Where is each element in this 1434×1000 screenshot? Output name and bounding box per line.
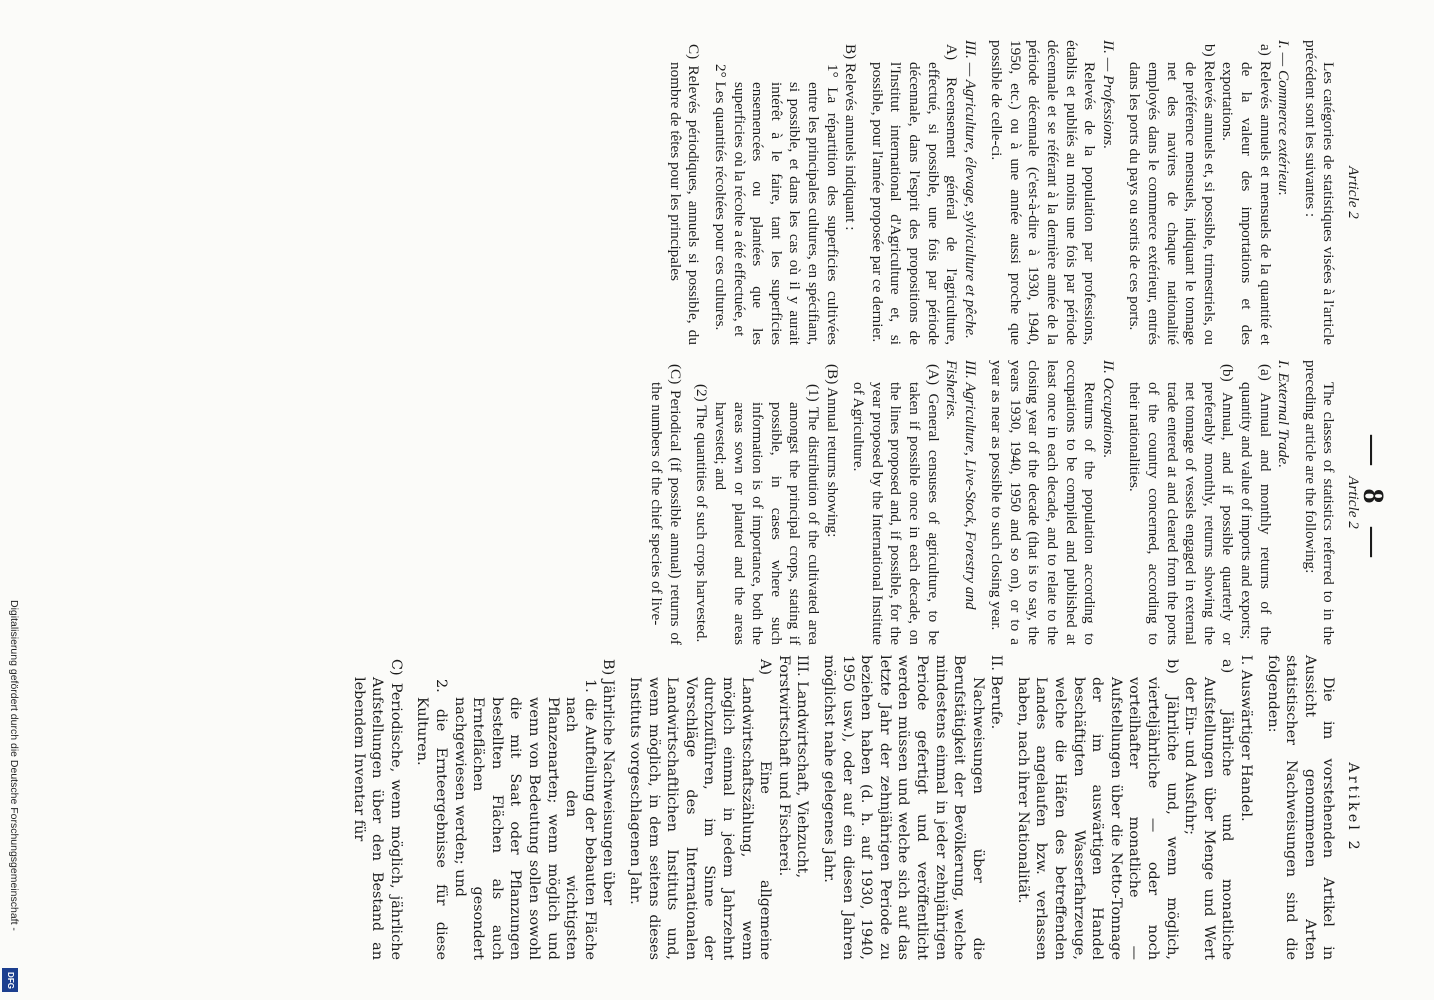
- list-item: (C) Periodical (if possible annual) returns of the numbers of the chief species of live-: [648, 364, 684, 645]
- sub-list-item: 2° Les quantités récoltées pour ces cultures.: [712, 64, 729, 331]
- sub-list-item: 1. die Aufteilung der bebauten Fläche nach den wichtigsten Pflanzenarten; wenn möglich und wenn von Bedeutung sollen sowohl die mit Saat oder Pflanzungen bestellten Flächen als auch Ernteflächen gesondert nachgewiesen werden; und: [451, 679, 598, 960]
- list-item: (a) Annual and monthly returns of the quantity and value of imports and exports;: [1238, 364, 1274, 645]
- list-item: (A) General censuses of agriculture, to be taken if possible once in each decade, on the lines proposed and, if possible, for the year proposed by the International Institute of Agriculture.: [850, 364, 942, 645]
- list-item: B) Jährliche Nachweisungen über: [600, 659, 617, 906]
- dfg-logo-text: DFG: [5, 971, 15, 989]
- sub-list-item: 2. die Ernteergebnisse für diese Kulturen.: [414, 679, 450, 960]
- list-item: C) Periodische, wenn möglich, jährliche Aufstellungen über den Bestand an lebendem Inventar für: [350, 659, 404, 960]
- intro-paragraph: The classes of statistics referred to in the preceding article are the following:: [1301, 360, 1338, 645]
- intro-paragraph: Die im vorstehenden Artikel in Aussicht genommenen Arten statistischer Nachweisungen sind die folgenden:: [1264, 655, 1337, 960]
- section-heading: III. Agriculture, Live-Stock, Forestry and Fisheries.: [943, 360, 979, 610]
- list-item: b) Relevés annuels et, si possible, trimestriels, ou de préférence mensuels, indiquant le tonnage net des navires de chaque nationalité employés dans le commerce extérieur, entrés dans les ports du pays ou sortis de ces ports.: [1126, 44, 1218, 345]
- list-item: C) Relevés périodiques, annuels si possible, du nombre de têtes pour les principales: [666, 44, 703, 345]
- german-column: [349, 655, 1362, 960]
- section-heading: II. — Professions.: [1099, 40, 1117, 150]
- list-item: (b) Annual, and if possible quarterly or preferably monthly, returns showing the net tonnage of vessels engaged in external trade entered at and cleared from the ports of the country concerned, according to their nationalities.: [1126, 364, 1237, 645]
- paragraph: Relevés de la population par professions, établis et publiés au moins une fois par période décennale et se référant à la dernière année de la période décennale (c'est-à-dire à 1930, 1940, 1950, etc.) ou à une année aussi proche que possible de celle-ci.: [988, 40, 1099, 345]
- section-heading: I. External Trade.: [1275, 360, 1293, 468]
- article-heading: Artikel 2: [1345, 762, 1361, 853]
- list-item: (B) Annual returns showing:: [823, 364, 841, 538]
- list-item: a) Jährliche und monatliche Aufstellungen über Menge und Wert der Ein- und Ausfuhr;: [1182, 659, 1236, 960]
- digitization-footer: [0, 600, 22, 1000]
- article-heading: Article 2: [1345, 476, 1362, 529]
- dfg-logo-icon: [2, 968, 18, 992]
- english-column: [647, 360, 1362, 645]
- sub-list-item: (2) The quantities of such crops harvested.: [693, 384, 711, 643]
- section-heading: III. Landwirtschaft, Viehzucht, Forstwirtschaft und Fischerei.: [775, 655, 811, 879]
- list-item: B) Relevés annuels indiquant :: [842, 44, 860, 231]
- paragraph: Returns of the population according to occupations to be compiled and published at least once in each decade, and to relate to the closing year of the decade (that is to say, the years 1930, 1940, 1950 and so on), or to a year as near as possible to such closing year.: [988, 360, 1099, 645]
- list-item: b) Jährliche und, wenn möglich, vierteljährliche — oder noch vorteilhafter monatliche — Aufstellungen über die Netto-Tonnage der im auswärtigen Handel beschäftigten Wasserfahrzeuge, welche die Häfen des betreffenden Landes angelaufen bzw. verlassen haben, nach ihrer Nationalität.: [1014, 659, 1180, 960]
- article-heading: Article 2: [1345, 166, 1362, 219]
- list-item: A) Recensement général de l'agriculture, effectué, si possible, une fois par période décennale, dans l'esprit des propositions de l'Institut international d'Agriculture et, si possible, pour l'année proposée par ce dernier.: [868, 44, 961, 345]
- footer-text: Digitalisierung gefördert durch die Deutsche Forschungsgemeinschaft -: [8, 600, 20, 931]
- intro-paragraph: Les catégories de statistiques visées à l'article précédent sont les suivantes :: [1301, 40, 1338, 345]
- sub-list-item: 1° La répartition des superficies cultivées entre les principales cultures, en spécifiant, si possible, et dans les cas où il y aurait intérêt à le faire, tant les superficies ensemencées ou plantées que les superficies où la récolte a été effectuée, et: [730, 64, 841, 345]
- section-heading: II. Occupations.: [1099, 360, 1117, 459]
- section-heading: III. — Agriculture, élevage, sylviculture et pêche.: [961, 40, 979, 339]
- section-heading: II. Berufe.: [988, 655, 1005, 730]
- section-heading: I. — Commerce extérieur.: [1275, 40, 1293, 196]
- french-column: [665, 40, 1362, 345]
- paragraph: Nachweisungen über die Berufstätigkeit der Bevölkerung, welche mindestens einmal in jeder zehnjährigen Periode gefertigt und veröffentlicht werden müssen und welche sich auf das letzte Jahr der zehnjährigen Periode zu beziehen haben (d. h. auf 1930, 1940, 1950 usw.), oder auf ein diesen Jahren möglichst nahe gelegenes Jahr.: [820, 655, 986, 960]
- sub-list-item: (1) The distribution of the cultivated area amongst the principal crops, stating if possible, in cases where such information is of importance, both the areas sown or planted and the areas harvested; and: [712, 384, 822, 645]
- section-heading: I. Auswärtiger Handel.: [1238, 655, 1255, 822]
- list-item: A) Eine allgemeine Landwirtschaftszählung, wenn möglich einmal in jedem Jahrzehnt durchzuführen, im Sinne der Vorschläge des Internationalen Landwirtschaftlichen Instituts und, wenn möglich, in dem seitens dieses Instituts vorgeschlagenen Jahr.: [627, 659, 774, 960]
- page-number: — 8 —: [1357, 435, 1390, 565]
- list-item: a) Relevés annuels et mensuels de la quantité et de la valeur des importations et des exportations.: [1219, 44, 1274, 345]
